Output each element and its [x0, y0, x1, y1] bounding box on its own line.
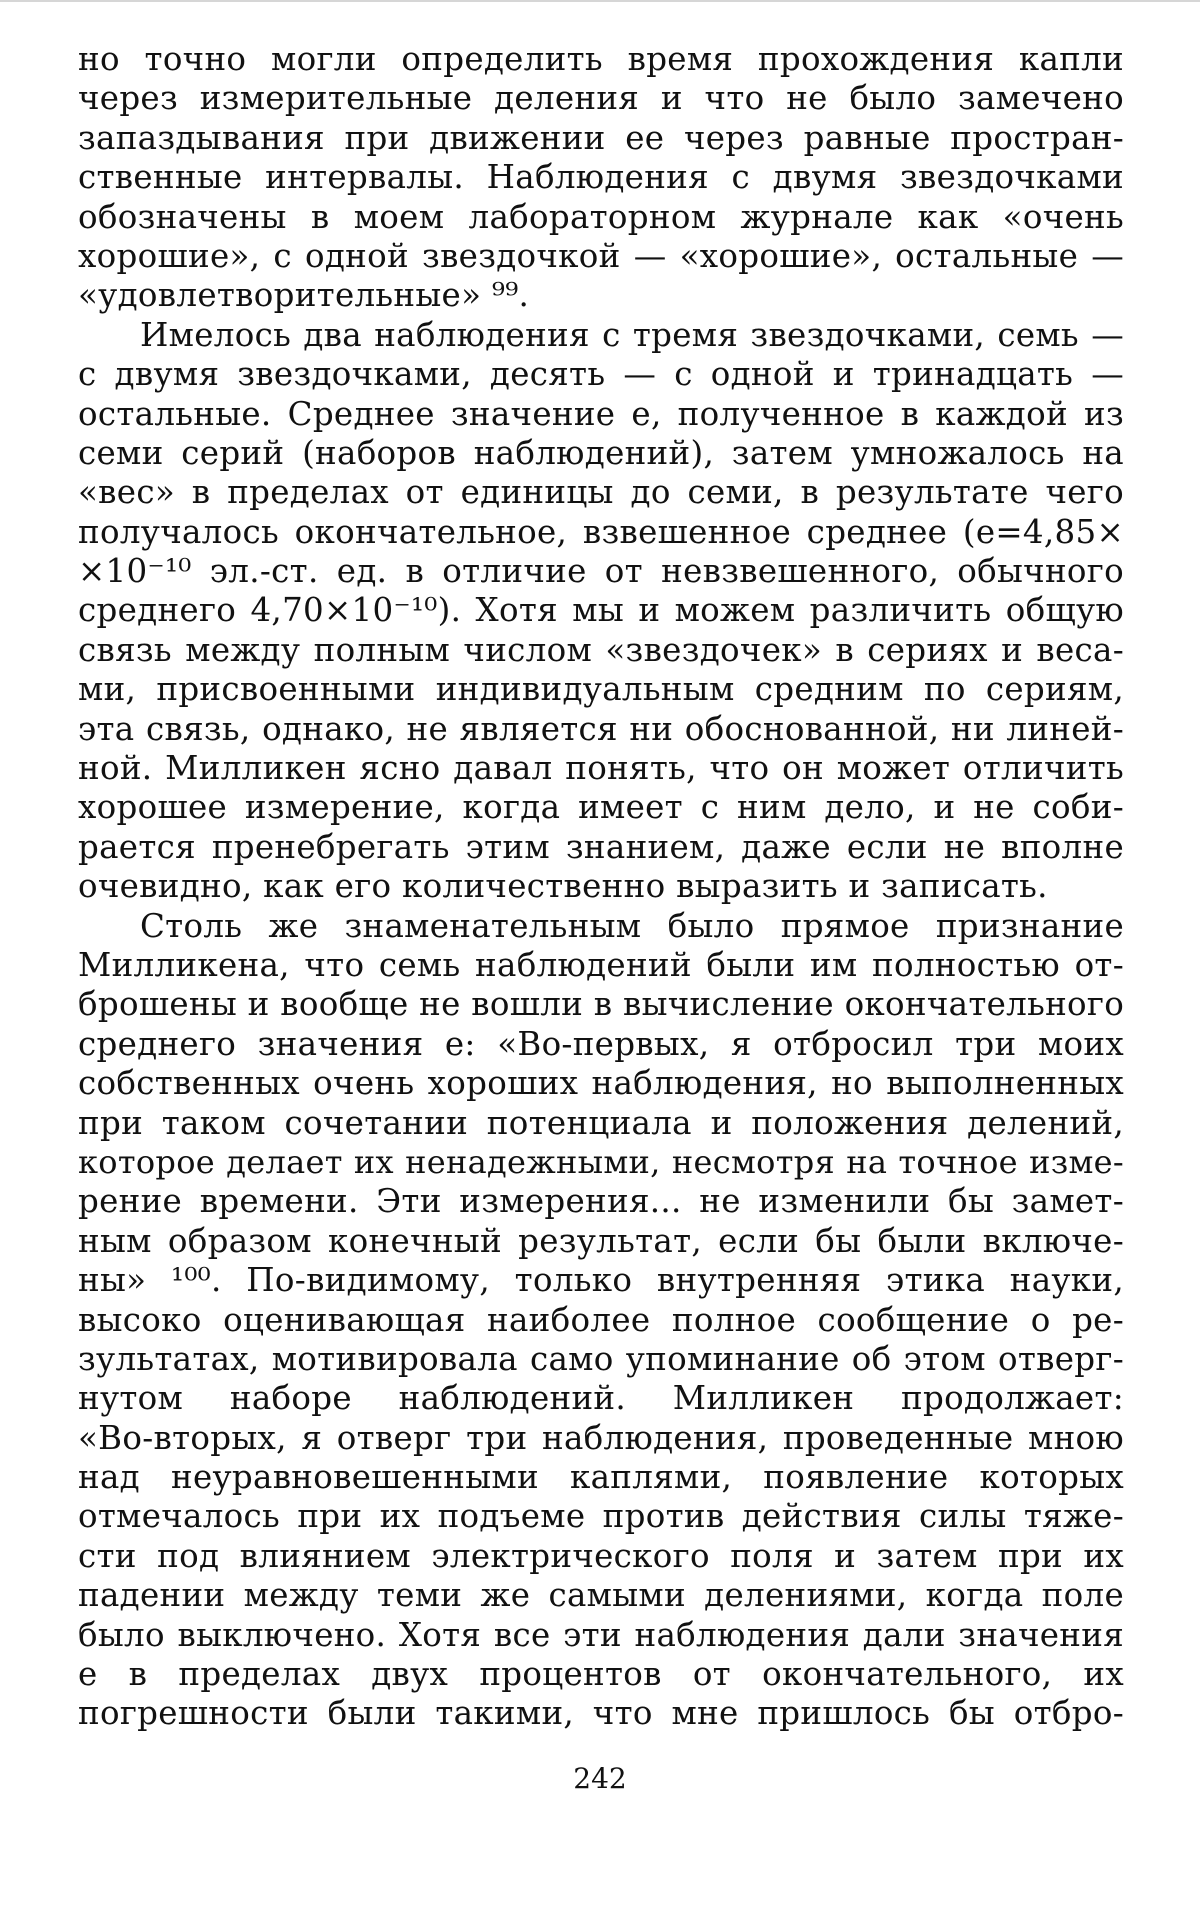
text-line: получалось окончательное, взвешенное среднее (e=4,85× — [78, 512, 1124, 551]
text-line: с двумя звездочками, десять — с одной и тринадцать — — [78, 355, 1124, 394]
text-line: высоко оценивающая наиболее полное сообщение о ре- — [78, 1300, 1124, 1339]
text-line: рается пренебрегать этим знанием, даже если не вполне — [78, 827, 1124, 866]
text-line: обозначены в моем лабораторном журнале как «очень — [78, 197, 1124, 236]
text-line: запаздывания при движении ее через равные простран- — [78, 118, 1124, 157]
text-line: ным образом конечный результат, если бы были включе- — [78, 1221, 1124, 1260]
text-line: отмечалось при их подъеме против действия силы тяже- — [78, 1497, 1124, 1536]
text-line: хорошее измерение, когда имеет с ним дело, и не соби- — [78, 788, 1124, 827]
text-line: нутом наборе наблюдений. Милликен продолжает: — [78, 1379, 1124, 1418]
text-line: «Во-вторых, я отверг три наблюдения, проведенные мною — [78, 1418, 1124, 1457]
text-line: но точно могли определить время прохождения капли — [78, 40, 1124, 78]
text-line: «вес» в пределах от единицы до семи, в результате чего — [78, 473, 1124, 512]
text-line: семи серий (наборов наблюдений), затем умножалось на — [78, 433, 1124, 472]
text-line: ной. Милликен ясно давал понять, что он может отличить — [78, 749, 1124, 788]
text-line: которое делает их ненадежными, несмотря на точное изме- — [78, 1142, 1124, 1181]
text-line: связь между полным числом «звездочек» в сериях и веса- — [78, 630, 1124, 669]
text-line: среднего значения e: «Во-первых, я отбросил три моих — [78, 1024, 1124, 1063]
text-line: ственные интервалы. Наблюдения с двумя звездочками — [78, 158, 1124, 197]
text-line: через измерительные деления и что не было замечено — [78, 79, 1124, 118]
text-line: остальные. Среднее значение e, полученное в каждой из — [78, 394, 1124, 433]
paragraph-start-line: Имелось два наблюдения с тремя звездочками, семь — — [140, 315, 1124, 354]
text-line: хорошие», с одной звездочкой — «хорошие», остальные — — [78, 236, 1124, 275]
text-line: было выключено. Хотя все эти наблюдения дали значения — [78, 1615, 1124, 1654]
text-line: среднего 4,70×10⁻¹⁰). Хотя мы и можем различить общую — [78, 591, 1124, 630]
text-line: эта связь, однако, не является ни обоснованной, ни линей- — [78, 709, 1124, 748]
text-line: ны» ¹⁰⁰. По-видимому, только внутренняя этика науки, — [78, 1261, 1124, 1300]
paragraph-end-line: «удовлетворительные» ⁹⁹. — [78, 276, 530, 315]
text-line: собственных очень хороших наблюдения, но выполненных — [78, 1064, 1124, 1103]
page-body — [78, 40, 1124, 1734]
text-line: при таком сочетании потенциала и положения делений, — [78, 1103, 1124, 1142]
scan-top-edge — [0, 0, 1200, 2]
text-line: ми, присвоенными индивидуальным средним по сериям, — [78, 670, 1124, 709]
text-line: ×10⁻¹⁰ эл.-ст. ед. в отличие от невзвешенного, обычного — [78, 552, 1124, 591]
paragraph-start-line: Столь же знаменательным было прямое признание — [140, 906, 1124, 945]
page-number: 242 — [573, 1762, 627, 1795]
text-line: погрешности были такими, что мне пришлось бы отбро- — [78, 1694, 1124, 1733]
text-line: зультатах, мотивировала само упоминание об этом отверг- — [78, 1339, 1124, 1378]
text-line: сти под влиянием электрического поля и затем при их — [78, 1536, 1124, 1575]
text-line: рение времени. Эти измерения... не изменили бы замет- — [78, 1182, 1124, 1221]
paragraph-end-line: очевидно, как его количественно выразить и записать. — [78, 867, 1048, 906]
text-line: падении между теми же самыми делениями, когда поле — [78, 1576, 1124, 1615]
text-line: брошены и вообще не вошли в вычисление окончательного — [78, 985, 1125, 1024]
text-line: Милликена, что семь наблюдений были им полностью от- — [78, 945, 1124, 984]
text-line: e в пределах двух процентов от окончательного, их — [78, 1655, 1124, 1694]
text-line: над неуравновешенными каплями, появление которых — [78, 1458, 1124, 1497]
